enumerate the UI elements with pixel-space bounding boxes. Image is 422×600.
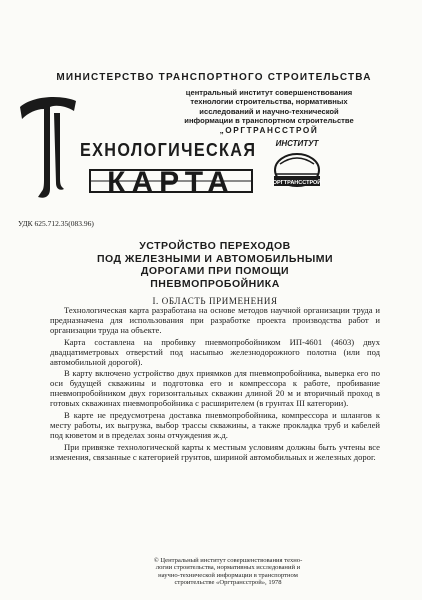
udk-code: УДК 625.712.35(083.96) xyxy=(18,219,94,228)
paragraph: В карту включено устройство двух приямков для пневмопробойника, выверка его по оси будущей скважины и подготовка его и компрессора к работе, пробивание пневмопробойником двух горизонтальных скважин длиной 20 м и вторичный проход в готовых скважинах пневмопробойника с расширителем (в грунтах III категории). xyxy=(50,368,380,409)
institute-block xyxy=(134,88,404,135)
footer-line: строительстве «Оргтрансстрой», 1978 xyxy=(174,579,282,587)
section-title: I. ОБЛАСТЬ ПРИМЕНЕНИЯ xyxy=(152,296,278,306)
large-t-letter-logo xyxy=(14,93,80,201)
ministry-title: МИНИСТЕРСТВО ТРАНСПОРТНОГО СТРОИТЕЛЬСТВА xyxy=(56,72,372,83)
title-technological: ЕХНОЛОГИЧЕСКАЯ xyxy=(80,140,257,160)
institute-line: исследований и научно-технической xyxy=(199,106,339,116)
body-text xyxy=(50,306,380,465)
heading-line: УСТРОЙСТВО ПЕРЕХОДОВ xyxy=(139,240,291,252)
institute-name: „ОРГТРАНССТРОЙ xyxy=(219,125,319,135)
paragraph: Технологическая карта разработана на основе методов научной организации труда и предназначена для использования при разработке проекта производства работ и организации труда на объекте. xyxy=(50,305,380,335)
copyright-footer xyxy=(78,557,378,587)
footer-line: научно-технической информации в транспортном xyxy=(158,571,298,579)
footer-line: логии строительства, нормативных исследований и xyxy=(155,564,301,572)
paragraph: В карте не предусмотрена доставка пневмопробойника, компрессора и шлангов к месту работы, их выгрузка, выбор трассы скважины, а также прокладка труб и кабелей под кюветом и в пределах зоны отчуждения ж.д. xyxy=(50,410,380,440)
institute-emblem-icon xyxy=(264,134,330,194)
institute-line: центральный институт совершенствования xyxy=(185,88,353,97)
paragraph: При привязке технологической карты к местным условиям должны быть учтены все изменения, связанные с категорией грунтов, шириной автомобильных и железных дорог. xyxy=(50,441,380,462)
footer-line: © Центральный институт совершенствования техно- xyxy=(153,557,303,564)
institute-line: информации в транспортном строительстве xyxy=(184,116,354,126)
svg-text:ИНСТИТУТ: ИНСТИТУТ xyxy=(275,139,319,148)
paragraph: Карта составлена на пробивку пневмопробойником ИП-4601 (4603) двух двадцатиметровых отверстий под насыпью железнодорожного полотна (или под автомобильной дорогой). xyxy=(50,336,380,367)
karta-title xyxy=(86,164,256,198)
svg-text:ОРГТРАНССТРОЙ: ОРГТРАНССТРОЙ xyxy=(272,180,322,186)
heading-line: ПНЕВМОПРОБОЙНИКА xyxy=(150,277,280,290)
karta-text: КАРТА xyxy=(107,166,235,198)
heading-line: ДОРОГАМИ ПРИ ПОМОЩИ xyxy=(140,265,290,278)
document-heading xyxy=(40,240,390,290)
heading-line: ПОД ЖЕЛЕЗНЫМИ И АВТОМОБИЛЬНЫМИ xyxy=(96,252,334,265)
institute-line: технологии строительства, нормативных xyxy=(190,97,348,107)
